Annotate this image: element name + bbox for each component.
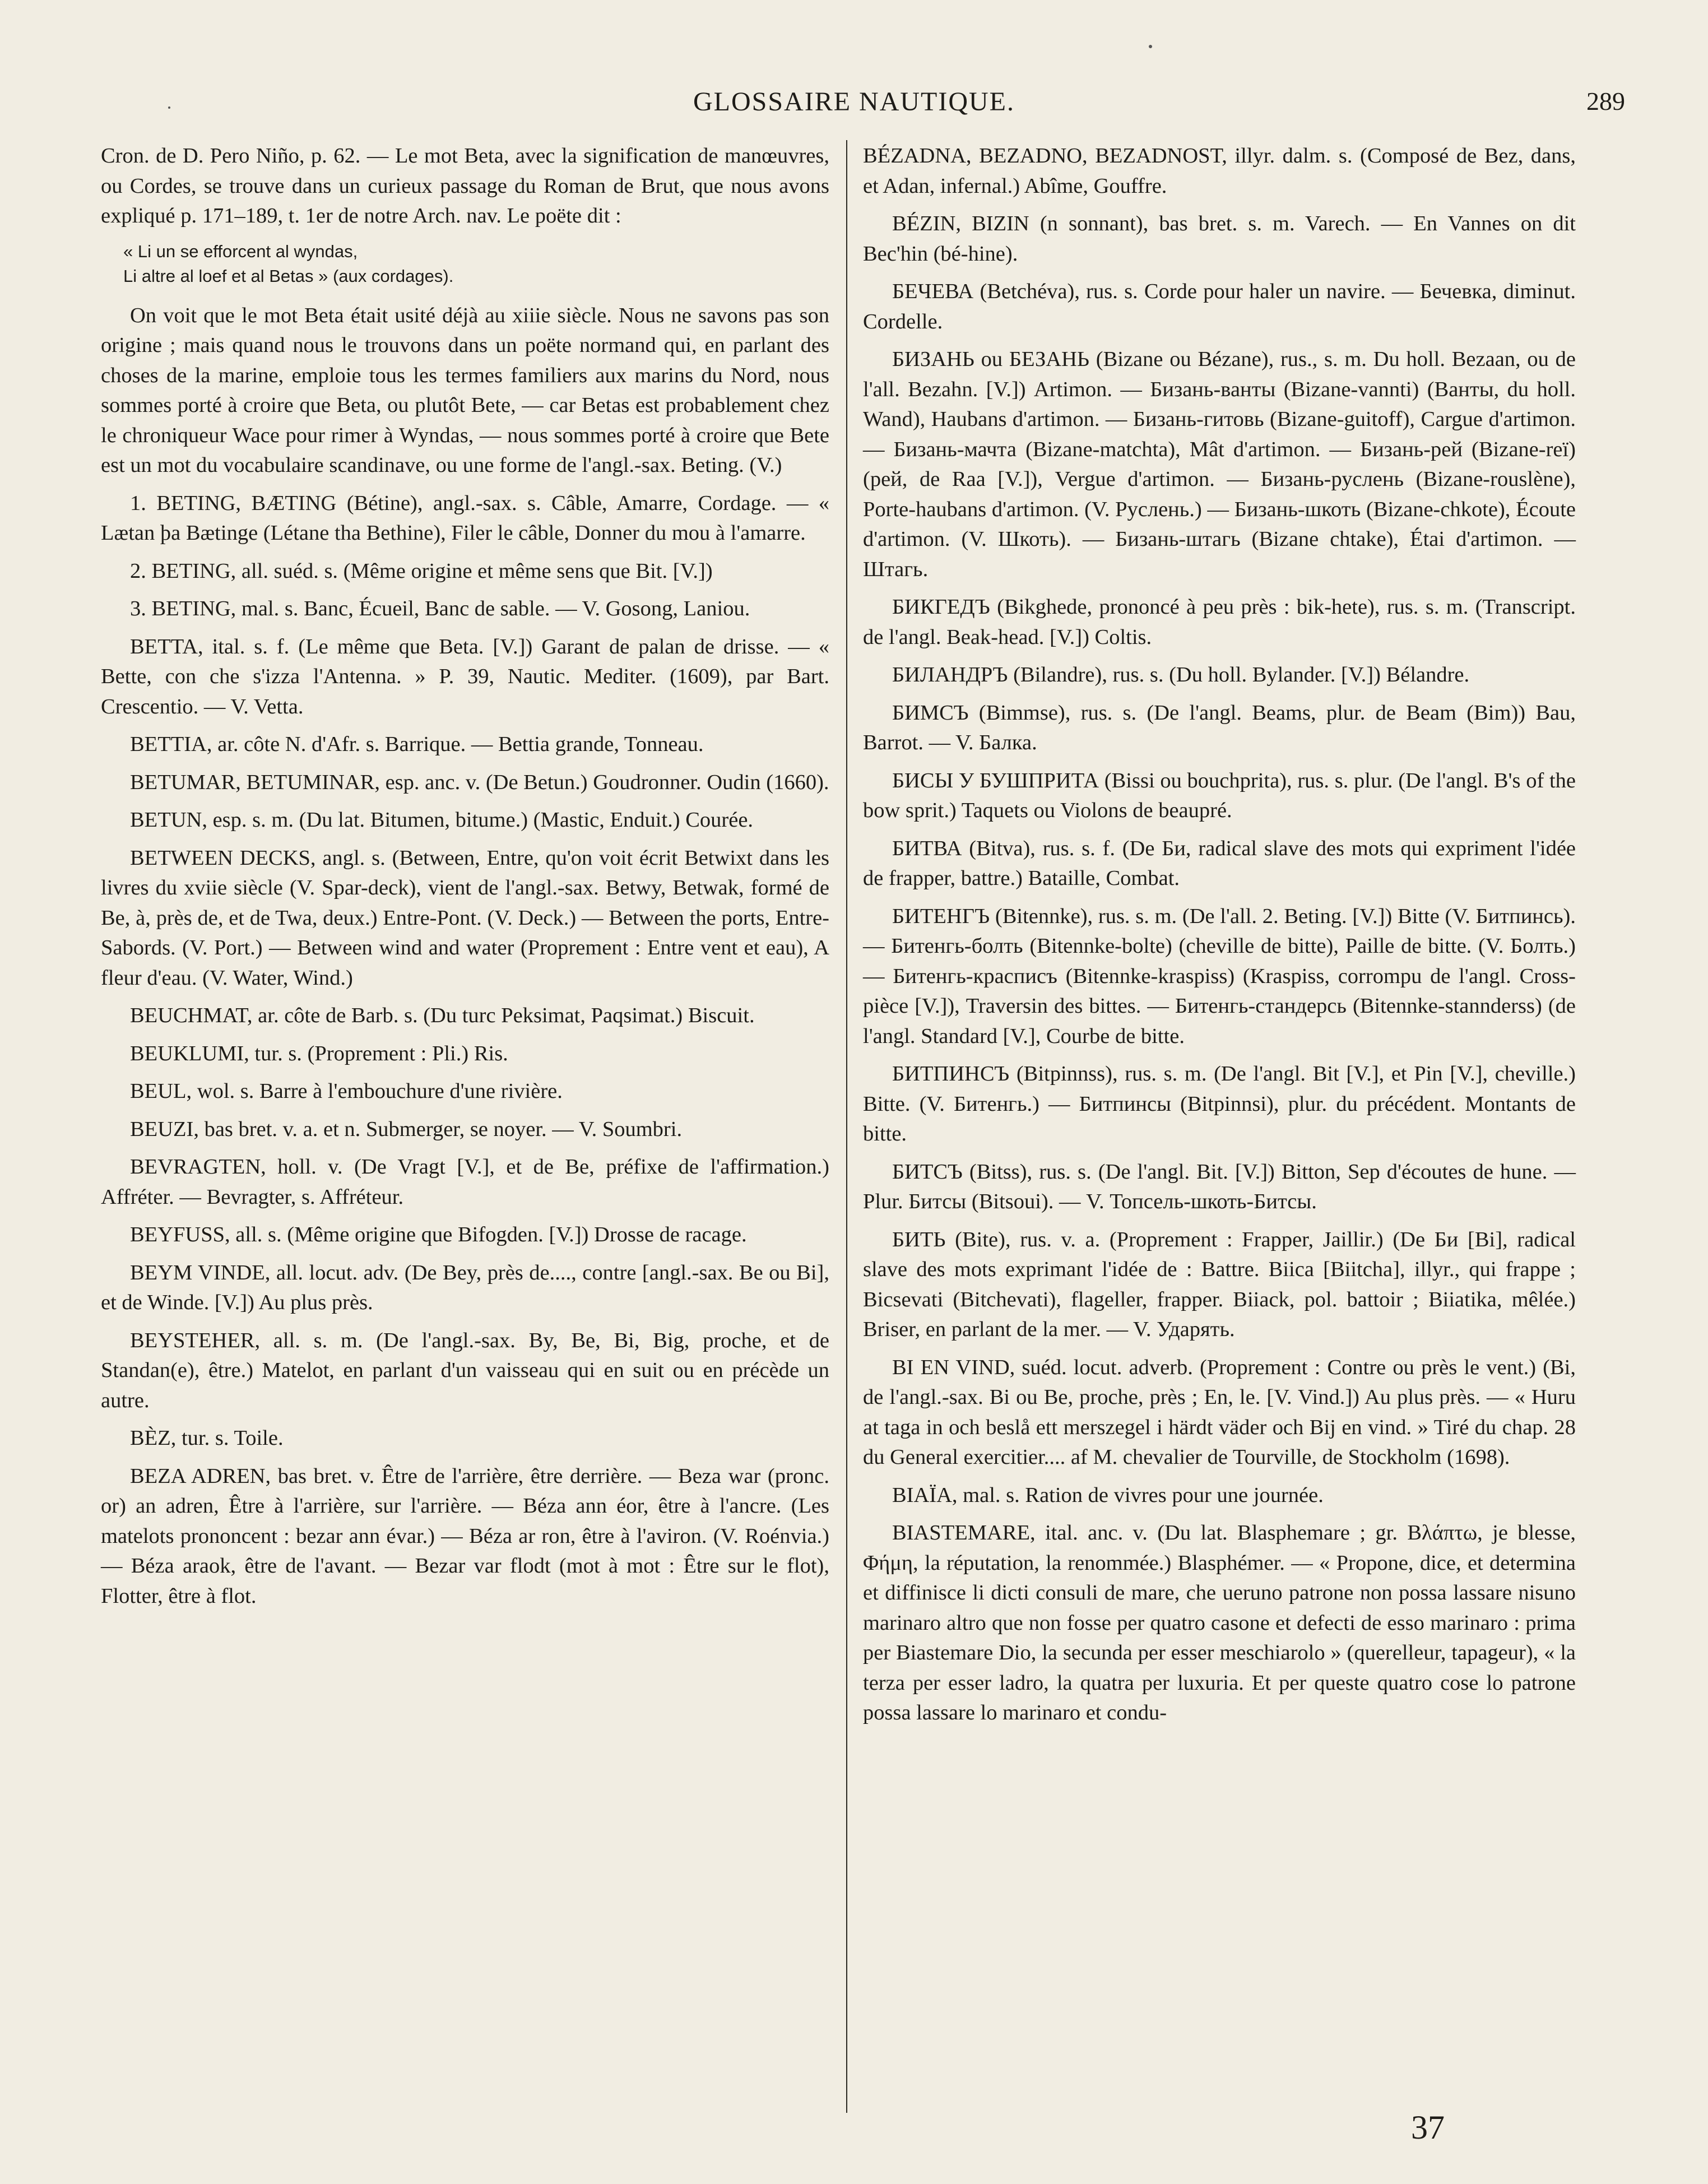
entry-between-decks: BETWEEN DECKS, angl. s. (Between, Entre, qu'on voit écrit Betwixt dans les livres du xviie siècle (V. Spar-deck), vient de l'angl.-sax. Betwy, Betwak, formé de Be, à, près de, et de Twa, deux.) Entre-Pont. (V. Deck.) — Between the ports, Entre-Sabords. (V. Port.) — Between wind and water (Proprement : Entre vent et eau), A fleur d'eau. (V. Water, Wind.) xyxy=(101,846,829,990)
paper-speck xyxy=(168,106,170,109)
entry-beting-1: 1. BETING, BÆTING (Bétine), angl.-sax. s. Câble, Amarre, Cordage. — « Lætan þa Bætinge (Létane tha Bethine), Filer le câble, Donner du mou à l'amarre. xyxy=(101,491,829,545)
entry-paragraph: Cron. de D. Pero Niño, p. 62. — Le mot Beta, avec la signification de manœuvres, ou Cordes, se trouve dans un curieux passage du Roman de Brut, que nous avons expliqué p. 171–189, t. 1er de notre Arch. nav. Le poëte dit : xyxy=(101,144,829,228)
verse-quote xyxy=(123,239,829,289)
quote-line: Li altre al loef et al Betas » (aux cordages). xyxy=(123,266,454,286)
quote-line: « Li un se efforcent al wyndas, xyxy=(123,241,358,261)
entry-bezin: BÉZIN, BIZIN (n sonnant), bas bret. s. m. Varech. — En Vannes on dit Bec'hin (bé-hine). xyxy=(863,212,1576,266)
entry-beyfuss: BEYFUSS, all. s. (Même origine que Bifogden. [V.]) Drosse de racage. xyxy=(130,1223,747,1246)
entry-bezadna: BÉZADNA, BEZADNO, BEZADNOST, illyr. dalm. s. (Composé de Bez, dans, et Adan, infernal.) Abîme, Gouffre. xyxy=(863,144,1576,198)
entry-betta: BETTA, ital. s. f. (Le même que Beta. [V.]) Garant de palan de drisse. — « Bette, con che s'izza l'Antenna. » P. 39, Nautic. Mediter. (1609), par Bart. Crescentio. — V. Vetta. xyxy=(101,634,829,718)
entry-beting-3: 3. BETING, mal. s. Banc, Écueil, Banc de sable. — V. Gosong, Laniou. xyxy=(130,597,750,620)
entry-beting-2: 2. BETING, all. suéd. s. (Même origine et même sens que Bit. [V.]) xyxy=(130,559,713,583)
entry-bits: БИТСЪ (Bitss), rus. s. (De l'angl. Bit. [V.]) Bitton, Sep d'écoutes de hune. — Plur. Битсы (Bitsoui). — V. Топсель-шкоть-Битсы. xyxy=(863,1160,1576,1213)
entry-bevragten: BEVRAGTEN, holl. v. (De Vragt [V.], et de Be, préfixe de l'affirmation.) Affréter. — Bevragter, s. Affréteur. xyxy=(101,1155,829,1209)
entry-beym-vinde: BEYM VINDE, all. locut. adv. (De Bey, près de...., contre [angl.-sax. Be ou Bi], et de Winde. [V.]) Au plus près. xyxy=(101,1260,829,1314)
page-number: 289 xyxy=(1586,87,1625,115)
right-column xyxy=(863,141,1576,1736)
entry-beza-adren: BEZA ADREN, bas bret. v. Être de l'arrière, être derrière. — Beza war (pronc. or) an adren, Être à l'arrière, sur l'arrière. — Béza ann éor, être à l'ancre. (Les matelots prononcent : bezar ann évar.) — Béza ar ron, être à l'aviron. (V. Roénvia.) — Béza araok, être de l'avant. — Bezar var flodt (mot à mot : Être sur le flot), Flotter, être à flot. xyxy=(101,1464,829,1608)
entry-beuklumi: BEUKLUMI, tur. s. (Proprement : Pli.) Ris. xyxy=(130,1041,508,1065)
column-divider xyxy=(846,140,847,2113)
entry-bit: БИТЬ (Bite), rus. v. a. (Proprement : Frapper, Jaillir.) (De Би [Bi], radical slave des mots exprimant l'idée de : Battre. Biica [Biitcha], illyr., qui frappe ; Bicsevati (Bitchevati), flageller, frapper. Biiack, pol. battoir ; Biiatika, mêlée.) Briser, en parlant de la mer. — V. Ударять. xyxy=(863,1227,1576,1341)
entry-biaia: BIAÏA, mal. s. Ration de vivres pour une journée. xyxy=(892,1483,1324,1507)
running-head xyxy=(0,83,1708,122)
entry-bikghed: БИКГЕДЪ (Bikghede, prononcé à peu près : bik-hete), rus. s. m. (Transcript. de l'angl. Beak-head. [V.]) Coltis. xyxy=(863,595,1576,649)
entry-bez: BÈZ, tur. s. Toile. xyxy=(130,1426,284,1450)
entry-becheva: БЕЧЕВА (Betchéva), rus. s. Corde pour haler un navire. — Бечевка, diminut. Cordelle. xyxy=(863,280,1576,333)
entry-betumar: BETUMAR, BETUMINAR, esp. anc. v. (De Betun.) Goudronner. Oudin (1660). xyxy=(130,770,829,794)
entry-beuzi: BEUZI, bas bret. v. a. et n. Submerger, se noyer. — V. Soumbri. xyxy=(130,1117,683,1141)
paper-speck xyxy=(1149,45,1152,48)
entry-bizan: БИЗАНЬ ou БЕЗАНЬ (Bizane ou Bézane), rus., s. m. Du holl. Bezaan, ou de l'all. Bezahn. [V.]) Artimon. — Бизань-ванты (Bizane-vannti) (Ванты, du holl. Wand), Haubans d'artimon. — Бизань-гитовь (Bizane-guitoff), Cargue d'artimon. — Бизань-мачта (Bizane-matchta), Mât d'artimon. — Бизань-рей (Bizane-reï) (рей, de Raa [V.]), Vergue d'artimon. — Бизань-руслень (Bizane-rouslène), Porte-haubans d'artimon. (V. Руслень.) — Бизань-шкоть (Bizane-chkote), Écoute d'artimon. (V. Шкоть). — Бизань-штагь (Bizane chtake), Étai d'artimon. — Штагь. xyxy=(863,347,1576,581)
entry-bi-en-vind: BI EN VIND, suéd. locut. adverb. (Proprement : Contre ou près le vent.) (Bi, de l'angl.-sax. Bi ou Be, proche, près ; En, le. [V. Vind.]) Au plus près. — « Huru at taga in och beslå ett merszegel i härdt väder och Bij en vind. » Tiré du chap. 28 du General exercitier.... af M. chevalier de Tourville, de Stockholm (1698). xyxy=(863,1355,1576,1469)
entry-bettia: BETTIA, ar. côte N. d'Afr. s. Barrique. — Bettia grande, Tonneau. xyxy=(130,732,704,756)
entry-beystehen: BEYSTEHER, all. s. m. (De l'angl.-sax. By, Be, Bi, Big, proche, et de Standan(e), être.) Matelot, en parlant d'un vaisseau qui en suit ou en précède un autre. xyxy=(101,1328,829,1412)
entry-bims: БИМСЪ (Bimmse), rus. s. (De l'angl. Beams, plur. de Beam (Bim)) Bau, Barrot. — V. Балка. xyxy=(863,701,1576,754)
page-title: GLOSSAIRE NAUTIQUE. xyxy=(693,87,1015,117)
entry-biastemare: BIASTEMARE, ital. anc. v. (Du lat. Blasphemare ; gr. Βλάπτω, je blesse, Φήμη, la réputation, la renommée.) Blasphémer. — « Propone, dice, et determina et diffinisce li dicti consuli de mare, che ueruno patrone non possa lassare nisuno marinaro altro que non fosse per quatro casone et defecti de esso marinaro : prima per Biastemare Dio, la secunda per esser meschiarolo » (querelleur, tapageur), « la terza per esser ladro, la quatra per luxuria. Et per queste quatro cose lo patrone possa lassare lo marinaro et condu- xyxy=(863,1521,1576,1724)
entry-beul: BEUL, wol. s. Barre à l'embouchure d'une rivière. xyxy=(130,1079,563,1103)
entry-bilandr: БИЛАНДРЪ (Bilandre), rus. s. (Du holl. Bylander. [V.]) Bélandre. xyxy=(892,663,1470,687)
entry-paragraph: On voit que le mot Beta était usité déjà au xiiie siècle. Nous ne savons pas son origine ; mais quand nous le trouvons dans un poëte normand qui, en parlant des choses de la marine, emploie tous les termes familiers aux marins du Nord, nous sommes porté à croire que Beta, ou plutôt Bete, — car Betas est probablement chez le chroniqueur Wace pour rimer à Wyndas, — nous sommes porté à croire que Bete est un mot du vocabulaire scandinave, ou une forme de l'angl.-sax. Beting. (V.) xyxy=(101,303,829,477)
entry-bitengh: БИТЕНГЪ (Bitennke), rus. s. m. (De l'all. 2. Beting. [V.]) Bitte (V. Битпинсь). — Битенгь-болть (Bitennke-bolte) (cheville de bitte), Paille de bitte. (V. Болть.) — Битенгь-красписъ (Bitennke-kraspiss) (Kraspiss, corrompu de l'angl. Cross-pièce [V.]), Traversin des bittes. — Битенгь-стандерсь (Bitennke-stannderss) (de l'angl. Standard [V.], Courbe de bitte. xyxy=(863,904,1576,1048)
entry-bitpins: БИТПИНСЪ (Bitpinnss), rus. s. m. (De l'angl. Bit [V.], et Pin [V.], cheville.) Bitte. (V. Битенгь.) — Битпинсы (Bitpinnsi), plur. du précédent. Montants de bitte. xyxy=(863,1062,1576,1146)
entry-betun: BETUN, esp. s. m. (Du lat. Bitumen, bitume.) (Mastic, Enduit.) Courée. xyxy=(130,808,754,832)
entry-bitva: БИТВА (Bitva), rus. s. f. (De Би, radical slave des mots qui expriment l'idée de frapper, battre.) Bataille, Combat. xyxy=(863,836,1576,890)
left-column xyxy=(101,141,829,1619)
signature-mark: 37 xyxy=(1411,2109,1445,2146)
entry-bisy: БИСЫ У БУШПРИТА (Bissi ou bouchprita), rus. s. plur. (De l'angl. B's of the bow sprit.) Taquets ou Violons de beaupré. xyxy=(863,768,1576,822)
entry-beuchmat: BEUCHMAT, ar. côte de Barb. s. (Du turc Peksimat, Paqsimat.) Biscuit. xyxy=(130,1004,755,1027)
